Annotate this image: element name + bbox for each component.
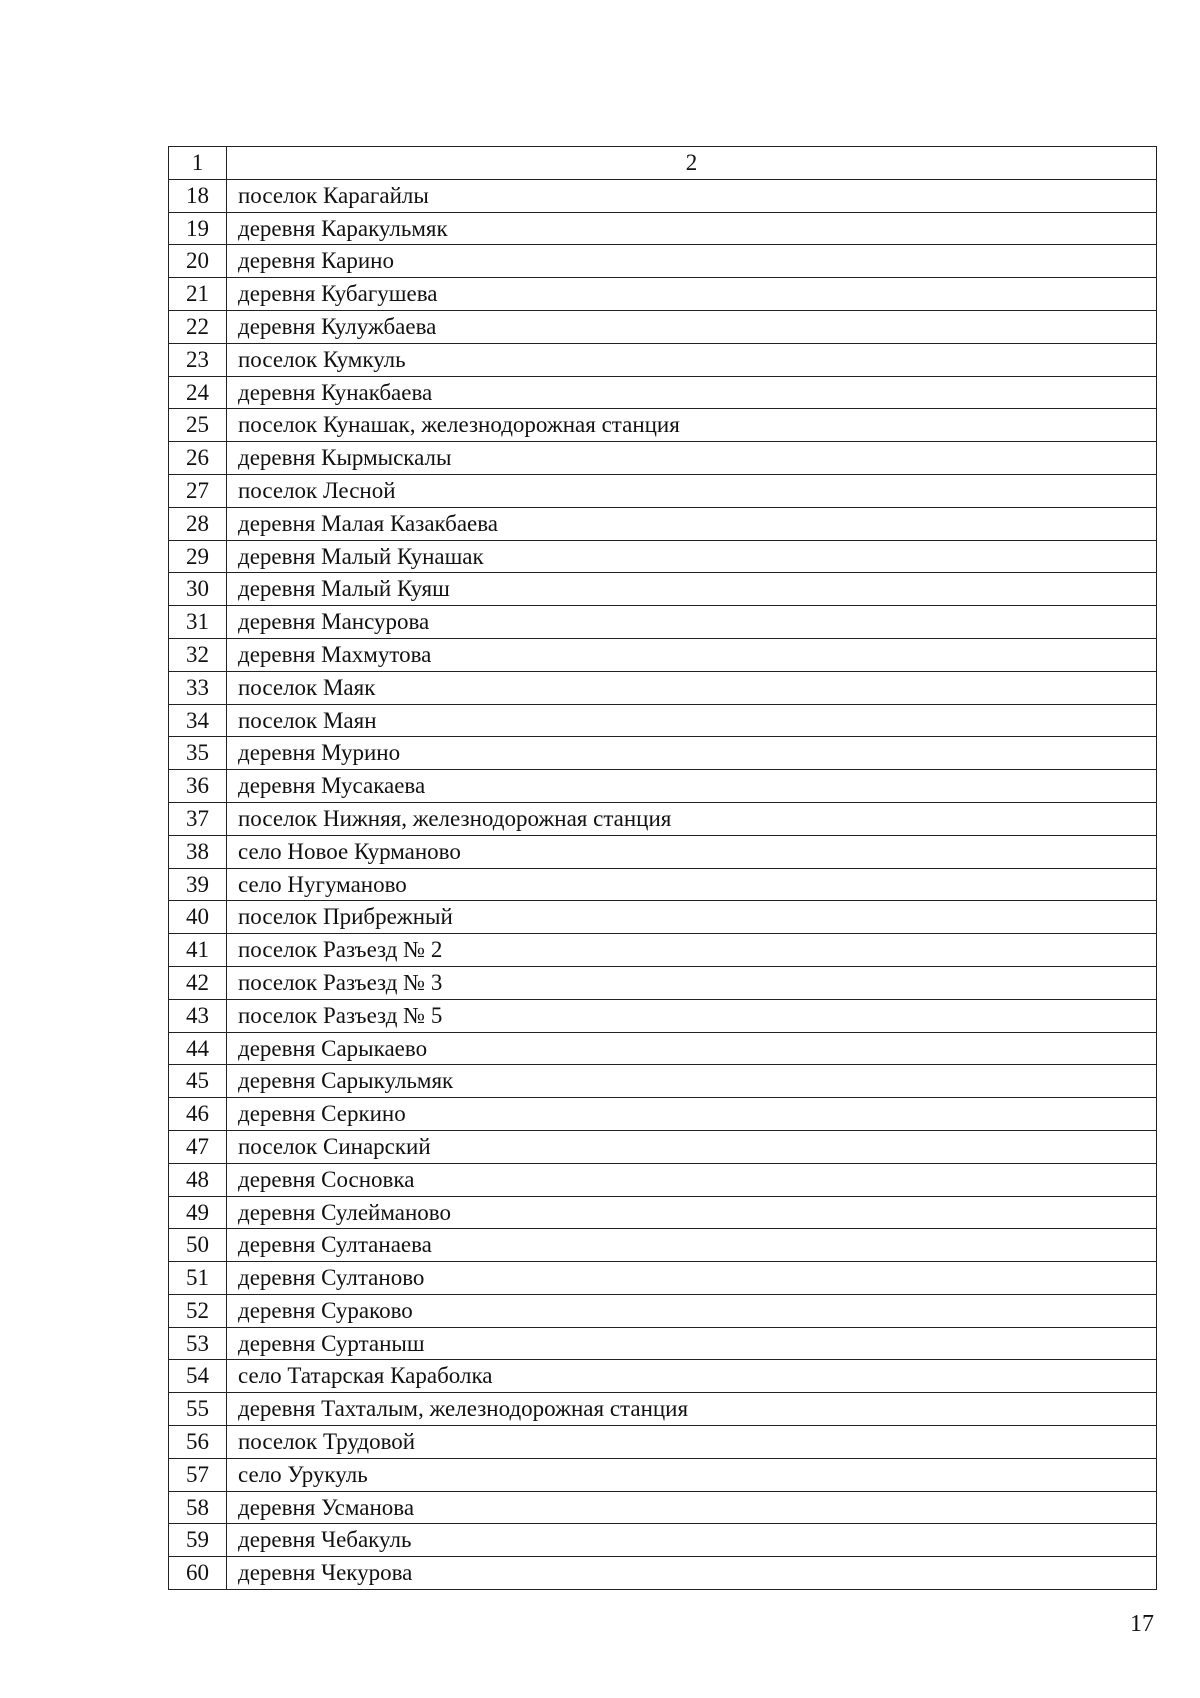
- row-number-cell: 50: [169, 1229, 227, 1262]
- table-row: [169, 1065, 1157, 1098]
- row-number-cell: 28: [169, 507, 227, 540]
- table-row: [169, 507, 1157, 540]
- settlement-name-cell: деревня Серкино: [227, 1098, 1157, 1131]
- table-row: [169, 245, 1157, 278]
- table-row: [169, 212, 1157, 245]
- row-number-cell: 58: [169, 1491, 227, 1524]
- settlement-name-cell: поселок Прибрежный: [227, 901, 1157, 934]
- table-row: [169, 343, 1157, 376]
- row-number-cell: 29: [169, 540, 227, 573]
- row-number-cell: 35: [169, 737, 227, 770]
- table-row: [169, 442, 1157, 475]
- table-row: [169, 1491, 1157, 1524]
- row-number-cell: 42: [169, 966, 227, 999]
- settlement-name-cell: деревня Мурино: [227, 737, 1157, 770]
- settlement-name-cell: деревня Каракульмяк: [227, 212, 1157, 245]
- settlement-name-cell: деревня Султанаева: [227, 1229, 1157, 1262]
- row-number-cell: 51: [169, 1262, 227, 1295]
- table-row: [169, 310, 1157, 343]
- row-number-cell: 44: [169, 1032, 227, 1065]
- row-number-cell: 25: [169, 409, 227, 442]
- settlement-name-cell: деревня Сарыкаево: [227, 1032, 1157, 1065]
- row-number-cell: 57: [169, 1458, 227, 1491]
- table-row: [169, 1294, 1157, 1327]
- settlement-name-cell: деревня Тахталым, железнодорожная станция: [227, 1393, 1157, 1426]
- row-number-cell: 23: [169, 343, 227, 376]
- table-row: [169, 802, 1157, 835]
- table-header-row: [169, 147, 1157, 180]
- table-row: [169, 704, 1157, 737]
- settlement-name-cell: поселок Карагайлы: [227, 179, 1157, 212]
- row-number-cell: 59: [169, 1524, 227, 1557]
- settlement-name-cell: деревня Кулужбаева: [227, 310, 1157, 343]
- settlement-name-cell: деревня Сарыкульмяк: [227, 1065, 1157, 1098]
- settlement-name-cell: деревня Мусакаева: [227, 770, 1157, 803]
- settlement-name-cell: село Татарская Караболка: [227, 1360, 1157, 1393]
- table-row: [169, 278, 1157, 311]
- table-row: [169, 573, 1157, 606]
- row-number-cell: 31: [169, 606, 227, 639]
- table-row: [169, 1098, 1157, 1131]
- row-number-cell: 27: [169, 474, 227, 507]
- settlement-name-cell: поселок Нижняя, железнодорожная станция: [227, 802, 1157, 835]
- row-number-cell: 43: [169, 999, 227, 1032]
- settlement-name-cell: поселок Разъезд № 5: [227, 999, 1157, 1032]
- table-row: [169, 1032, 1157, 1065]
- table-row: [169, 606, 1157, 639]
- settlement-name-cell: деревня Султаново: [227, 1262, 1157, 1295]
- row-number-cell: 45: [169, 1065, 227, 1098]
- settlement-name-cell: деревня Кубагушева: [227, 278, 1157, 311]
- row-number-cell: 26: [169, 442, 227, 475]
- table-row: [169, 770, 1157, 803]
- settlement-name-cell: деревня Сураково: [227, 1294, 1157, 1327]
- row-number-cell: 32: [169, 638, 227, 671]
- table-row: [169, 1524, 1157, 1557]
- row-number-cell: 46: [169, 1098, 227, 1131]
- row-number-cell: 47: [169, 1130, 227, 1163]
- row-number-cell: 20: [169, 245, 227, 278]
- page-number: 17: [1130, 1611, 1154, 1637]
- settlement-name-cell: поселок Кунашак, железнодорожная станция: [227, 409, 1157, 442]
- table-row: [169, 737, 1157, 770]
- row-number-cell: 41: [169, 934, 227, 967]
- table-row: [169, 1458, 1157, 1491]
- table-row: [169, 835, 1157, 868]
- settlement-name-cell: деревня Усманова: [227, 1491, 1157, 1524]
- settlement-name-cell: деревня Чебакуль: [227, 1524, 1157, 1557]
- row-number-cell: 33: [169, 671, 227, 704]
- table-row: [169, 1262, 1157, 1295]
- header-cell-name: 2: [227, 147, 1157, 180]
- table-row: [169, 1163, 1157, 1196]
- settlement-name-cell: деревня Карино: [227, 245, 1157, 278]
- settlement-name-cell: деревня Мансурова: [227, 606, 1157, 639]
- table-row: [169, 1196, 1157, 1229]
- row-number-cell: 24: [169, 376, 227, 409]
- row-number-cell: 22: [169, 310, 227, 343]
- row-number-cell: 54: [169, 1360, 227, 1393]
- row-number-cell: 52: [169, 1294, 227, 1327]
- row-number-cell: 49: [169, 1196, 227, 1229]
- settlement-name-cell: деревня Чекурова: [227, 1557, 1157, 1590]
- table-row: [169, 1393, 1157, 1426]
- row-number-cell: 60: [169, 1557, 227, 1590]
- table-row: [169, 409, 1157, 442]
- table-row: [169, 179, 1157, 212]
- settlement-name-cell: поселок Маян: [227, 704, 1157, 737]
- settlement-name-cell: село Урукуль: [227, 1458, 1157, 1491]
- table-row: [169, 474, 1157, 507]
- settlement-name-cell: деревня Суртаныш: [227, 1327, 1157, 1360]
- settlement-name-cell: поселок Трудовой: [227, 1426, 1157, 1459]
- header-cell-number: 1: [169, 147, 227, 180]
- settlement-name-cell: село Нугуманово: [227, 868, 1157, 901]
- table-body: [169, 147, 1157, 1590]
- row-number-cell: 56: [169, 1426, 227, 1459]
- row-number-cell: 30: [169, 573, 227, 606]
- row-number-cell: 37: [169, 802, 227, 835]
- settlement-name-cell: поселок Разъезд № 2: [227, 934, 1157, 967]
- settlement-name-cell: деревня Сосновка: [227, 1163, 1157, 1196]
- table-row: [169, 1557, 1157, 1590]
- table-row: [169, 1426, 1157, 1459]
- table-row: [169, 671, 1157, 704]
- row-number-cell: 40: [169, 901, 227, 934]
- row-number-cell: 18: [169, 179, 227, 212]
- table-row: [169, 966, 1157, 999]
- table-row: [169, 540, 1157, 573]
- row-number-cell: 55: [169, 1393, 227, 1426]
- settlement-name-cell: деревня Малый Куяш: [227, 573, 1157, 606]
- table-row: [169, 1360, 1157, 1393]
- settlement-name-cell: деревня Сулейманово: [227, 1196, 1157, 1229]
- table-row: [169, 999, 1157, 1032]
- table-row: [169, 901, 1157, 934]
- row-number-cell: 53: [169, 1327, 227, 1360]
- settlement-name-cell: поселок Маяк: [227, 671, 1157, 704]
- table-row: [169, 638, 1157, 671]
- table-row: [169, 934, 1157, 967]
- row-number-cell: 48: [169, 1163, 227, 1196]
- row-number-cell: 21: [169, 278, 227, 311]
- table-row: [169, 1130, 1157, 1163]
- settlement-name-cell: поселок Синарский: [227, 1130, 1157, 1163]
- settlement-name-cell: деревня Малая Казакбаева: [227, 507, 1157, 540]
- settlement-name-cell: деревня Кырмыскалы: [227, 442, 1157, 475]
- row-number-cell: 39: [169, 868, 227, 901]
- table-row: [169, 868, 1157, 901]
- settlement-name-cell: поселок Лесной: [227, 474, 1157, 507]
- row-number-cell: 36: [169, 770, 227, 803]
- table-row: [169, 1229, 1157, 1262]
- settlement-name-cell: село Новое Курманово: [227, 835, 1157, 868]
- settlements-table: [168, 146, 1157, 1590]
- settlement-name-cell: поселок Кумкуль: [227, 343, 1157, 376]
- settlement-name-cell: деревня Малый Кунашак: [227, 540, 1157, 573]
- settlement-name-cell: деревня Кунакбаева: [227, 376, 1157, 409]
- table-row: [169, 1327, 1157, 1360]
- row-number-cell: 19: [169, 212, 227, 245]
- settlement-name-cell: поселок Разъезд № 3: [227, 966, 1157, 999]
- row-number-cell: 38: [169, 835, 227, 868]
- table-row: [169, 376, 1157, 409]
- settlement-name-cell: деревня Махмутова: [227, 638, 1157, 671]
- row-number-cell: 34: [169, 704, 227, 737]
